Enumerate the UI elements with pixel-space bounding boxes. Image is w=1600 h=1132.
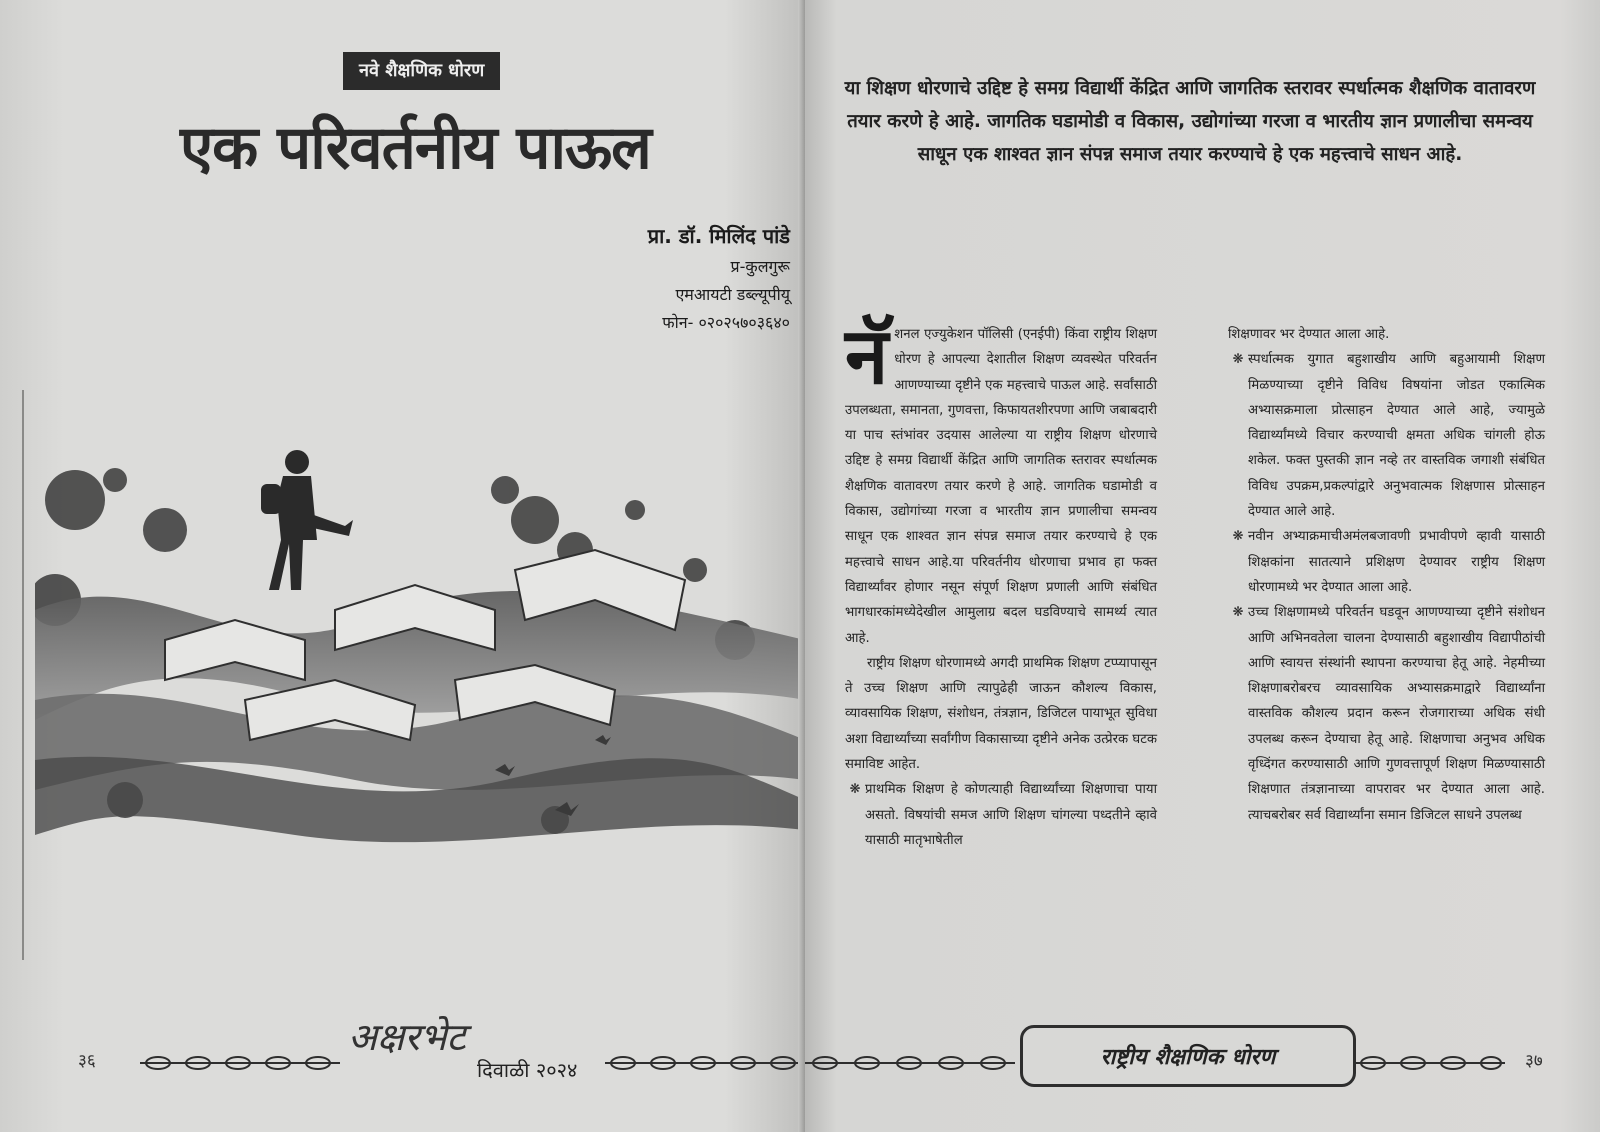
author-institution: एमआयटी डब्ल्यूपीयू: [675, 285, 790, 304]
bullet-item: ❋ प्राथमिक शिक्षण हे कोणत्याही विद्यार्थ्यांच्या शिक्षणाचा पाया असतो. विषयांची समज आणि शिक्षण चांगल्या पध्दतीने व्हावे यासाठी मातृभाषेतील: [845, 777, 1157, 853]
issue-label: दिवाळी २०२४: [477, 1058, 578, 1082]
margin-rule: [22, 390, 24, 960]
bullet-item: ❋ उच्च शिक्षणामध्ये परिवर्तन घडवून आणण्याच्या दृष्टीने संशोधन आणि अभिनवतेला चालना देण्यासाठी बहुशाखीय विद्यापीठांची आणि स्वायत्त संस्थांनी स्थापना करण्याचा हेतू आहे. नेहमीच्या शिक्षणाबरोबरच व्यावसायिक अभ्यासक्रमाद्वारे विद्यार्थ्यांना वास्तविक कौशल्य प्रदान करून रोजगाराच्या अधिक संधी उपलब्ध करून देण्याचा हेतू आहे. शिक्षणाचा अनुभव अधिक वृध्दिंगत करण्यासाठी आणि गुणवत्तापूर्ण शिक्षण मिळण्यासाठी शिक्षणात तंत्रज्ञानाच्या वापरावर भर देण्यात आला आहे. त्याचबरोबर सर्व विद्यार्थ्यांना समान डिजिटल साधने उपलब्ध: [1228, 600, 1545, 828]
body-paragraph: राष्ट्रीय शिक्षण धोरणामध्ये अगदी प्राथमिक शिक्षण टप्प्यापासून ते उच्च शिक्षण आणि त्यापुढेही जाऊन कौशल्य विकास, व्यावसायिक शिक्षण, संशोधन, तंत्रज्ञान, डिजिटल पायाभूत सुविधा अशा विद्यार्थ्यांच्या सर्वांगीण विकासाच्या दृष्टीने अनेक उत्प्रेरक घटक समाविष्ट आहेत.: [845, 655, 1157, 773]
article-title: एक परिवर्तनीय पाऊल: [180, 113, 651, 183]
magazine-logo: अक्षरभेट: [348, 1015, 466, 1059]
body-paragraph: शनल एज्युकेशन पॉलिसी (एनईपी) किंवा राष्ट्रीय शिक्षण धोरण हे आपल्या देशातील शिक्षण व्यवस्थेत परिवर्तन आणण्याच्या दृष्टीने एक महत्त्वाचे पाऊल आहे. सर्वांसाठी उपलब्धता, समानता, गुणवत्ता, किफायतशीरपणा आणि जबाबदारी या पाच स्तंभांवर उदयास आलेल्या या राष्ट्रीय शिक्षण धोरणाचे उद्दिष्ट हे समग्र विद्यार्थी केंद्रित आणि जागतिक स्तरावर स्पर्धात्मक शैक्षणिक वातावरण तयार करणे हे आहे. जागतिक घडामोडी व विकास, उद्योगांच्या गरजा व भारतीय ज्ञान प्रणालीचा समन्वय साधून एक शाश्वत ज्ञान संपन्न समाज तयार करण्याचे हे एक महत्त्वाचे साधन आहे.या परिवर्तनीय धोरणाचा प्रभाव हा फक्त विद्यार्थ्यांवर होणार नसून संपूर्ण शिक्षण प्रणाली आणि संबंधित भागधारकांमध्येदेखील आमुलाग्र बदल घडविण्याचे सामर्थ्य त्यात आहे.: [845, 327, 1157, 646]
body-paragraph: शिक्षणावर भर देण्यात आला आहे.: [1228, 327, 1390, 342]
page-number-right: ३७: [1525, 1051, 1543, 1071]
bullet-icon: ❋: [1232, 352, 1244, 368]
article-column-1: [845, 312, 1157, 853]
footer-ornament-right: [805, 1055, 1015, 1071]
bullet-icon: ❋: [1232, 605, 1244, 621]
section-footer-label: राष्ट्रीय शैक्षणिक धोरण: [1020, 1025, 1356, 1087]
author-designation: प्र-कुलगुरू: [730, 257, 790, 276]
author-block: [560, 222, 790, 339]
footer-ornament-left: [140, 1055, 340, 1071]
footer-ornament-right-2: [1355, 1055, 1505, 1071]
student-books-illustration: [35, 440, 805, 860]
footer-ornament-left-2: [605, 1055, 805, 1071]
page-number-left: ३६: [78, 1051, 96, 1071]
bullet-item: ❋ नवीन अभ्याक्रमाचीअमंलबजावणी प्रभावीपणे व्हावी यासाठी शिक्षकांना सातत्याने प्रशिक्षण देण्यावर राष्ट्रीय शिक्षण धोरणामध्ये भर देण्यात आला आहे.: [1228, 524, 1545, 600]
bullet-icon: ❋: [1232, 529, 1244, 545]
article-column-2: [1228, 322, 1545, 828]
pull-quote: या शिक्षण धोरणाचे उद्दिष्ट हे समग्र विद्यार्थी केंद्रित आणि जागतिक स्तरावर स्पर्धात्मक शैक्षणिक वातावरण तयार करणे हे आहे. जागतिक घडामोडी व विकास, उद्योगांच्या गरजा व भारतीय ज्ञान प्रणालीचा समन्वय साधून एक शाश्वत ज्ञान संपन्न समाज तयार करण्याचे हे एक महत्त्वाचे साधन आहे.: [844, 78, 1536, 165]
author-name: प्रा. डॉ. मिलिंद पांडे: [647, 224, 790, 248]
bullet-item: ❋ स्पर्धात्मक युगात बहुशाखीय आणि बहुआयामी शिक्षण मिळण्याच्या दृष्टीने विविध विषयांना जोडत एकात्मिक अभ्यासक्रमाला प्रोत्साहन देण्यात आले आहे, ज्यामुळे विद्यार्थ्यांमध्ये विचार करण्याची क्षमता अधिक चांगली होऊ शकेल. फक्त पुस्तकी ज्ञान नव्हे तर वास्तविक जगाशी संबंधित विविध उपक्रम,प्रकल्पांद्वारे अनुभवात्मक शिक्षणास प्रोत्साहन देण्यात आले आहे.: [1228, 347, 1545, 524]
author-phone: फोन- ०२०२५७०३६४०: [662, 313, 790, 332]
drop-cap: नॅ: [845, 312, 889, 402]
section-tag: नवे शैक्षणिक धोरण: [343, 52, 500, 90]
bullet-icon: ❋: [849, 782, 861, 798]
